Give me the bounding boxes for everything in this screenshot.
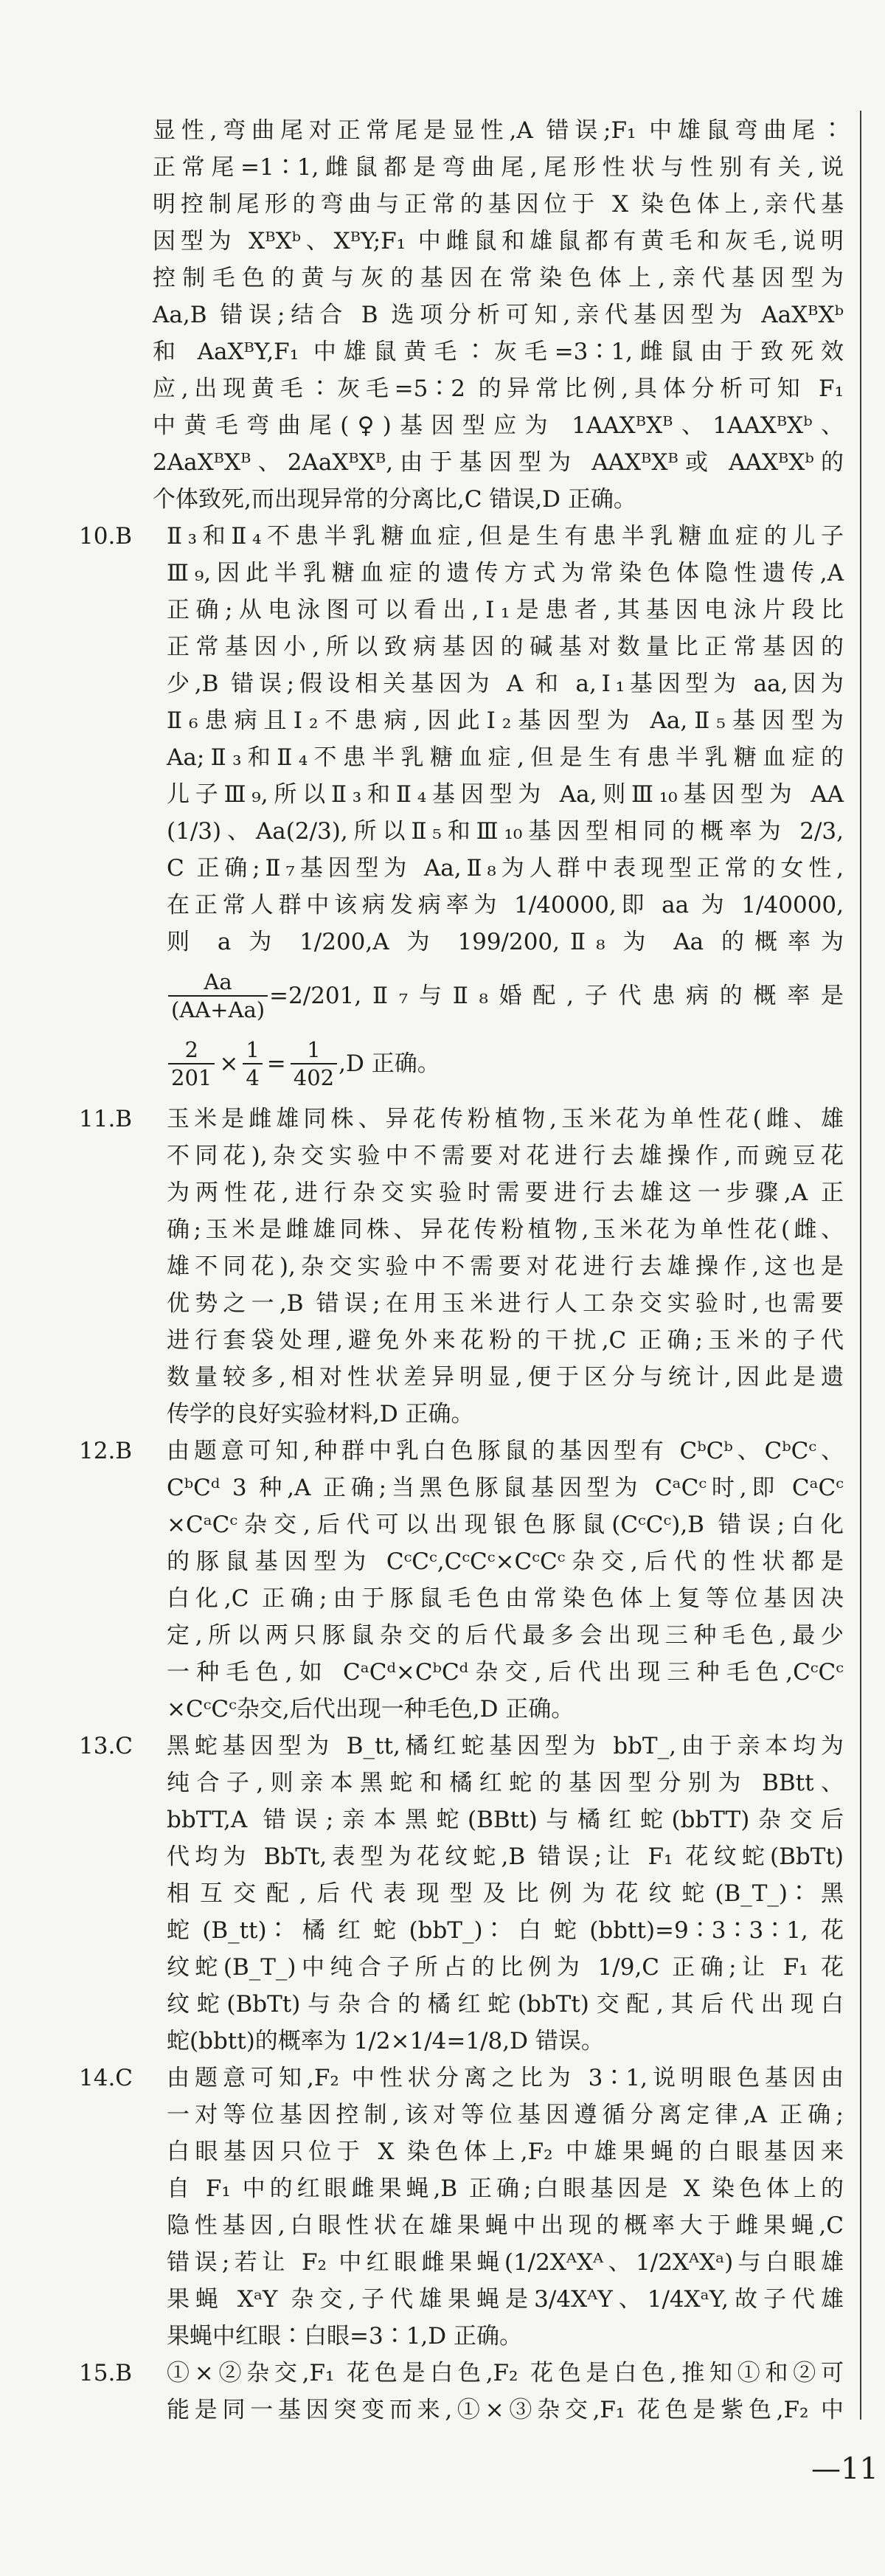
text-line: Ⅲ₉,因此半乳糖血症的遗传方式为常染色体隐性遗传,A	[167, 560, 844, 586]
fraction-line	[167, 960, 844, 1031]
text-line: 自 F₁ 中的红眼雌果蝇,B 正确;白眼基因是 X 染色体上的	[167, 2175, 844, 2202]
text-line: 显性,弯曲尾对正常尾是显性,A 错误;F₁ 中雄鼠弯曲尾∶	[153, 117, 844, 144]
text-line: 数量较多,相对性状差异明显,便于区分与统计,因此是遗	[167, 1364, 844, 1391]
text-line: 错误;若让 F₂ 中红眼雌果蝇(1/2XᴬXᴬ、1/2XᴬXᵃ)与白眼雄	[167, 2249, 844, 2276]
text-line: 正确;从电泳图可以看出,Ⅰ₁是患者,其基因电泳片段比	[167, 597, 844, 623]
text-line: 的豚鼠基因型为 CᶜCᶜ,CᶜCᶜ×CᶜCᶜ杂交,后代的性状都是	[167, 1548, 844, 1575]
text-line: 则 a 为 1/200,A 为 199/200,Ⅱ₈ 为 Aa 的概率为	[167, 929, 844, 955]
text-line: 能是同一基因突变而来,①×③杂交,F₁ 花色是紫色,F₂ 中	[167, 2397, 844, 2423]
text-line: 玉米是雌雄同株、异花传粉植物,玉米花为单性花(雌、雄	[167, 1106, 844, 1132]
text-line: 纯合子,则亲本黑蛇和橘红蛇的基因型分别为 BBtt、	[167, 1770, 844, 1796]
text-line: 确;玉米是雌雄同株、异花传粉植物,玉米花为单性花(雌、	[167, 1216, 844, 1243]
fraction-numerator: 2	[184, 1037, 198, 1062]
text-line: CᵇCᵈ 3 种,A 正确;当黑色豚鼠基因型为 CᵃCᶜ时,即 CᵃCᶜ	[167, 1475, 844, 1501]
text-line: Aa,B 错误;结合 B 选项分析可知,亲代基因型为 AaXᴮXᵇ	[153, 302, 844, 328]
text-segment: ,D 正确。	[339, 1050, 440, 1077]
fraction	[168, 969, 268, 1023]
text-line: 白眼基因只位于 X 染色体上,F₂ 中雄果蝇的白眼基因来	[167, 2139, 844, 2165]
answer-number: 13.C	[79, 1733, 133, 1759]
text-line: 正常尾=1∶1,雌鼠都是弯曲尾,尾形性状与性别有关,说	[153, 154, 844, 181]
answer-item	[0, 2060, 885, 2355]
answer-item	[0, 2355, 885, 2428]
text-line: 一种毛色,如 CᵃCᵈ×CᵇCᵈ杂交,后代出现三种毛色,CᶜCᶜ	[167, 1659, 844, 1686]
text-line: 由题意可知,种群中乳白色豚鼠的基因型有 CᵇCᵇ、CᵇCᶜ、	[167, 1438, 844, 1464]
fraction	[243, 1036, 262, 1091]
text-line: 代均为 BbTt,表型为花纹蛇,B 错误;让 F₁ 花纹蛇(BbTt)	[167, 1843, 844, 1870]
text-segment: =2/201,Ⅱ₇与Ⅱ₈婚配,子代患病的概率是	[269, 983, 844, 1009]
fraction	[291, 1036, 337, 1091]
text-line: Aa;Ⅱ₃和Ⅱ₄不患半乳糖血症,但是生有患半乳糖血症的	[167, 744, 844, 771]
text-line: (1/3)、Aa(2/3),所以Ⅱ₅和Ⅲ₁₀基因型相同的概率为 2/3,	[167, 818, 844, 845]
text-line: 控制毛色的黄与灰的基因在常染色体上,亲代基因型为	[153, 265, 844, 291]
answer-continuation	[0, 112, 885, 518]
answer-number: 10.B	[79, 523, 133, 550]
text-line: 为两性花,进行杂交实验时需要进行去雄这一步骤,A 正	[167, 1180, 844, 1206]
operator: ×	[219, 1050, 239, 1077]
fraction-denominator: 402	[291, 1063, 337, 1091]
text-line: Ⅱ₃和Ⅱ₄不患半乳糖血症,但是生有患半乳糖血症的儿子	[167, 523, 844, 550]
text-line: 一对等位基因控制,该对等位基因遵循分离定律,A 正确;	[167, 2102, 844, 2128]
answer-number: 12.B	[79, 1438, 133, 1464]
answer-number: 15.B	[79, 2360, 133, 2386]
fraction	[168, 1036, 215, 1091]
text-line: 黑蛇基因型为 B_tt,橘红蛇基因型为 bbT_,由于亲本均为	[167, 1733, 844, 1759]
text-line: 少,B 错误;假设相关基因为 A 和 a,Ⅰ₁基因型为 aa,因为	[167, 671, 844, 697]
answer-item	[0, 1433, 885, 1728]
text-line: 传学的良好实验材料,D 正确。	[167, 1401, 474, 1427]
text-line: 白化,C 正确;由于豚鼠毛色由常染色体上复等位基因决	[167, 1585, 844, 1612]
answer-number: 14.C	[79, 2065, 133, 2091]
text-line: 雄不同花),杂交实验中不需要对花进行去雄操作,这也是	[167, 1253, 844, 1280]
answer-item	[0, 1101, 885, 1433]
text-line: 在正常人群中该病发病率为 1/40000,即 aa 为 1/40000,	[167, 892, 844, 918]
fraction-numerator: 1	[307, 1037, 321, 1062]
answer-item	[0, 518, 885, 1096]
text-line: 明控制尾形的弯曲与正常的基因位于 X 染色体上,亲代基	[153, 191, 844, 218]
text-line: 中黄毛弯曲尾(♀)基因型应为 1AAXᴮXᴮ、1AAXᴮXᵇ、	[153, 412, 844, 439]
answer-item	[0, 1728, 885, 2060]
text-line: 蛇(B_tt)∶橘红蛇(bbT_)∶白蛇(bbtt)=9∶3∶3∶1,花	[167, 1917, 844, 1944]
text-line: Ⅱ₆患病且Ⅰ₂不患病,因此Ⅰ₂基因型为 Aa,Ⅱ₅基因型为	[167, 707, 844, 734]
text-line: 儿子Ⅲ₉,所以Ⅱ₃和Ⅱ₄基因型为 Aa,则Ⅲ₁₀基因型为 AA	[167, 781, 844, 808]
text-line: ×CᶜCᶜ杂交,后代出现一种毛色,D 正确。	[167, 1696, 575, 1722]
text-line: 隐性基因,白眼性状在雄果蝇中出现的概率大于雌果蝇,C	[167, 2212, 844, 2239]
text-line: bbTT,A 错误;亲本黑蛇(BBtt)与橘红蛇(bbTT)杂交后	[167, 1807, 844, 1833]
text-line: C 正确;Ⅱ₇基因型为 Aa,Ⅱ₈为人群中表现型正常的女性,	[167, 855, 844, 882]
text-line: 2AaXᴮXᴮ、2AaXᴮXᴮ,由于基因型为 AAXᴮXᴮ或 AAXᴮXᵇ的	[153, 449, 844, 476]
text-line: 个体致死,而出现异常的分离比,C 错误,D 正确。	[153, 486, 636, 513]
operator: =	[266, 1050, 286, 1077]
fraction-denominator: 4	[243, 1063, 262, 1091]
answer-number: 11.B	[79, 1106, 133, 1132]
fraction-numerator: 1	[246, 1037, 260, 1062]
text-line: 由题意可知,F₂ 中性状分离之比为 3∶1,说明眼色基因由	[167, 2065, 844, 2091]
text-line: ①×②杂交,F₁ 花色是白色,F₂ 花色是白色,推知①和②可	[167, 2360, 844, 2386]
text-line: 蛇(bbtt)的概率为 1/2×1/4=1/8,D 错误。	[167, 2028, 604, 2054]
page-number: —11	[811, 2452, 878, 2486]
text-line: 因型为 XᴮXᵇ、XᴮY;F₁ 中雌鼠和雄鼠都有黄毛和灰毛,说明	[153, 228, 844, 255]
text-line: 和 AaXᴮY,F₁ 中雄鼠黄毛∶灰毛=3∶1,雌鼠由于致死效	[153, 339, 844, 365]
probability-line	[167, 1031, 844, 1096]
text-line: 相互交配,后代表现型及比例为花纹蛇(B_T_)∶黑	[167, 1880, 844, 1907]
text-line: 进行套袋处理,避免外来花粉的干扰,C 正确;玉米的子代	[167, 1327, 844, 1354]
text-line: 纹蛇(B_T_)中纯合子所占的比例为 1/9,C 正确;让 F₁ 花	[167, 1954, 844, 1981]
fraction-denominator: 201	[168, 1063, 215, 1091]
text-line: 不同花),杂交实验中不需要对花进行去雄操作,而豌豆花	[167, 1143, 844, 1169]
text-line: 定,所以两只豚鼠杂交的后代最多会出现三种毛色,最少	[167, 1622, 844, 1649]
text-line: 应,出现黄毛∶灰毛=5∶2 的异常比例,具体分析可知 F₁	[153, 375, 844, 402]
text-line: 正常基因小,所以致病基因的碱基对数量比正常基因的	[167, 634, 844, 660]
fraction-numerator: Aa	[204, 969, 232, 994]
answer-explanations	[0, 112, 885, 2428]
text-line: 优势之一,B 错误;在用玉米进行人工杂交实验时,也需要	[167, 1290, 844, 1317]
text-line: 果蝇中红眼∶白眼=3∶1,D 正确。	[167, 2323, 522, 2350]
fraction-denominator: (AA+Aa)	[168, 995, 268, 1023]
text-line: 纹蛇(BbTt)与杂合的橘红蛇(bbTt)交配,其后代出现白	[167, 1991, 844, 2018]
text-line: 果蝇 XᵃY 杂交,子代雄果蝇是3/4XᴬY、1/4XᵃY,故子代雄	[167, 2286, 844, 2313]
text-line: ×CᵃCᶜ杂交,后代可以出现银色豚鼠(CᶜCᶜ),B 错误;白化	[167, 1512, 844, 1538]
